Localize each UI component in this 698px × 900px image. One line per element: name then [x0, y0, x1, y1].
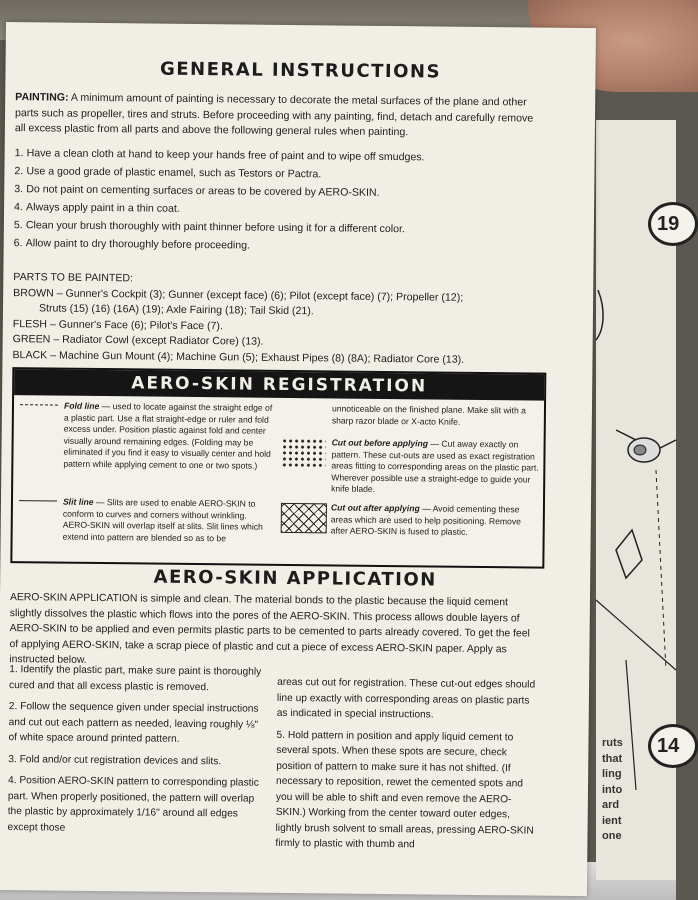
step-3: 3. Fold and/or cut registration devices and slits. [8, 753, 222, 767]
slit-line-symbol [19, 500, 57, 501]
cut-before-text: Cut out before applying — Cut away exactly on pattern. These cut-outs are used as exact registration areas fitting to corresponding areas on the plastic part. Wherever possible use a straight-edge to guide your knife blade. [331, 437, 539, 494]
rule-item: 1. Have a clean cloth at hand to keep your hands free of paint and to wipe off smudges. [14, 147, 425, 164]
painting-label: PAINTING: [15, 91, 69, 104]
cut-after-text: Cut out after applying — Avoid cementing these areas which are used to help positioning. Remove after AERO-SKIN is fused to plastic. [330, 502, 521, 537]
fold-line-symbol [20, 404, 58, 405]
parts-green: GREEN – Radiator Cowl (except Radiator Core) (13). [12, 333, 264, 348]
slit-line-text-cont: unnoticeable on the finished plane. Make slit with a sharp razor blade or X-acto Knife. [331, 403, 526, 427]
rule-item: 2. Use a good grade of plastic enamel, such as Testors or Pactra. [14, 165, 322, 181]
painting-text: A minimum amount of painting is necessary to decorate the metal surfaces of the plane and other parts such as propeller, tires and struts. Before proceeding with any painting, find, detach and carefully remove all excess plastic from all parts and above the following general rules when painting. [14, 91, 534, 139]
parts-black: BLACK – Machine Gun Mount (4); Machine Gun (5); Exhaust Pipes (8) (8A); Radiator Core (13). [12, 348, 465, 366]
cut-after-hatch-icon [281, 503, 327, 533]
parts-to-paint [12, 270, 553, 369]
step-2: 2. Follow the sequence given under special instructions and cut out each pattern as needed, leaving roughly ⅛" of white space around printed pattern. [8, 701, 259, 745]
parts-heading: PARTS TO BE PAINTED: [13, 271, 134, 285]
parts-flesh: FLESH – Gunner's Face (6); Pilot's Face (7). [12, 317, 224, 332]
step-number-bottom: 14 [648, 724, 698, 768]
painting-paragraph [15, 90, 545, 142]
painting-rules [14, 146, 545, 260]
facing-page-text: ruts that ling into ard ient one [602, 737, 623, 842]
general-instructions-title: GENERAL INSTRUCTIONS [159, 58, 442, 83]
fold-line-text: Fold line — used to locate against the straight edge of a plastic part. Use a flat straight-edge or ruler and fold excess under. Position plastic against fold and center visually around remaining edges. (Folding may be eliminated if you find it easy to visually center and hold pattern while applying cement to one or two spots.) [63, 400, 273, 471]
step-5: 5. Hold pattern in position and apply liquid cement to several spots. When these spots are secure, check position of pattern to make sure it has not shifted. (If necessary to reposition, rewet the cemented spots and you will be able to shift and even remove the AERO-SKIN.) Working from the center toward outer edges, lightly brush solvent to small areas, pressing AERO-SKIN firmly to plastic with thumb and [275, 729, 534, 851]
step-number-top: 19 [648, 202, 698, 246]
step-1: 1. Identify the plastic part, make sure paint is thoroughly cured and that all excess plastic is removed. [8, 664, 262, 693]
cut-before-dots-icon [281, 438, 325, 468]
application-steps-left [7, 662, 261, 844]
rule-item: 4. Always apply paint in a thin coat. [13, 201, 180, 215]
rule-item: 5. Clean your brush thoroughly with paint thinner before using it for a different color. [13, 219, 405, 236]
step-4: 4. Position AERO-SKIN pattern to corresponding plastic part. When properly positioned, the pattern will overlap the plastic by approximately 1/16" around all edges except those [7, 775, 259, 834]
instruction-page [0, 22, 596, 896]
registration-box [10, 367, 546, 569]
facing-page [596, 120, 680, 880]
application-title: AERO-SKIN APPLICATION [153, 566, 437, 591]
application-steps-right [275, 675, 539, 860]
parts-brown-cont: Struts (15) (16) (16A) (19); Axle Fairing (18); Tail Skid (21). [38, 302, 314, 318]
parts-brown: BROWN – Gunner's Cockpit (3); Gunner (except face) (6); Pilot (except face) (7); Propeller (12); [13, 286, 464, 304]
application-intro: AERO-SKIN APPLICATION is simple and clean. The material bonds to the plastic because the liquid cement slightly dissolves the plastic which flows into the pores of the AERO-SKIN. This process allows double layers of AERO-SKIN to be applied and even permits plastic parts to be cemented to parts already covered. To get the feel of applying AERO-SKIN, take a scrap piece of plastic and cut a piece of excess AERO-SKIN paper. Apply as instructed below. [9, 592, 530, 666]
registration-title: AERO-SKIN REGISTRATION [14, 369, 544, 401]
slit-line-text: Slit line — Slits are used to enable AERO-SKIN to conform to curves and corners without wrinkling. AERO-SKIN will overlap itself at slits. Slit lines which extend into pattern are blended so as to be [62, 496, 263, 543]
rule-item: 3. Do not paint on cementing surfaces or areas to be covered by AERO-SKIN. [14, 183, 380, 199]
step-4-cont: areas cut out for registration. These cut-out edges should line up exactly with corresponding areas on plastic parts as indicated in special instructions. [276, 676, 536, 721]
rule-item: 6. Allow paint to dry thoroughly before proceeding. [13, 237, 251, 252]
